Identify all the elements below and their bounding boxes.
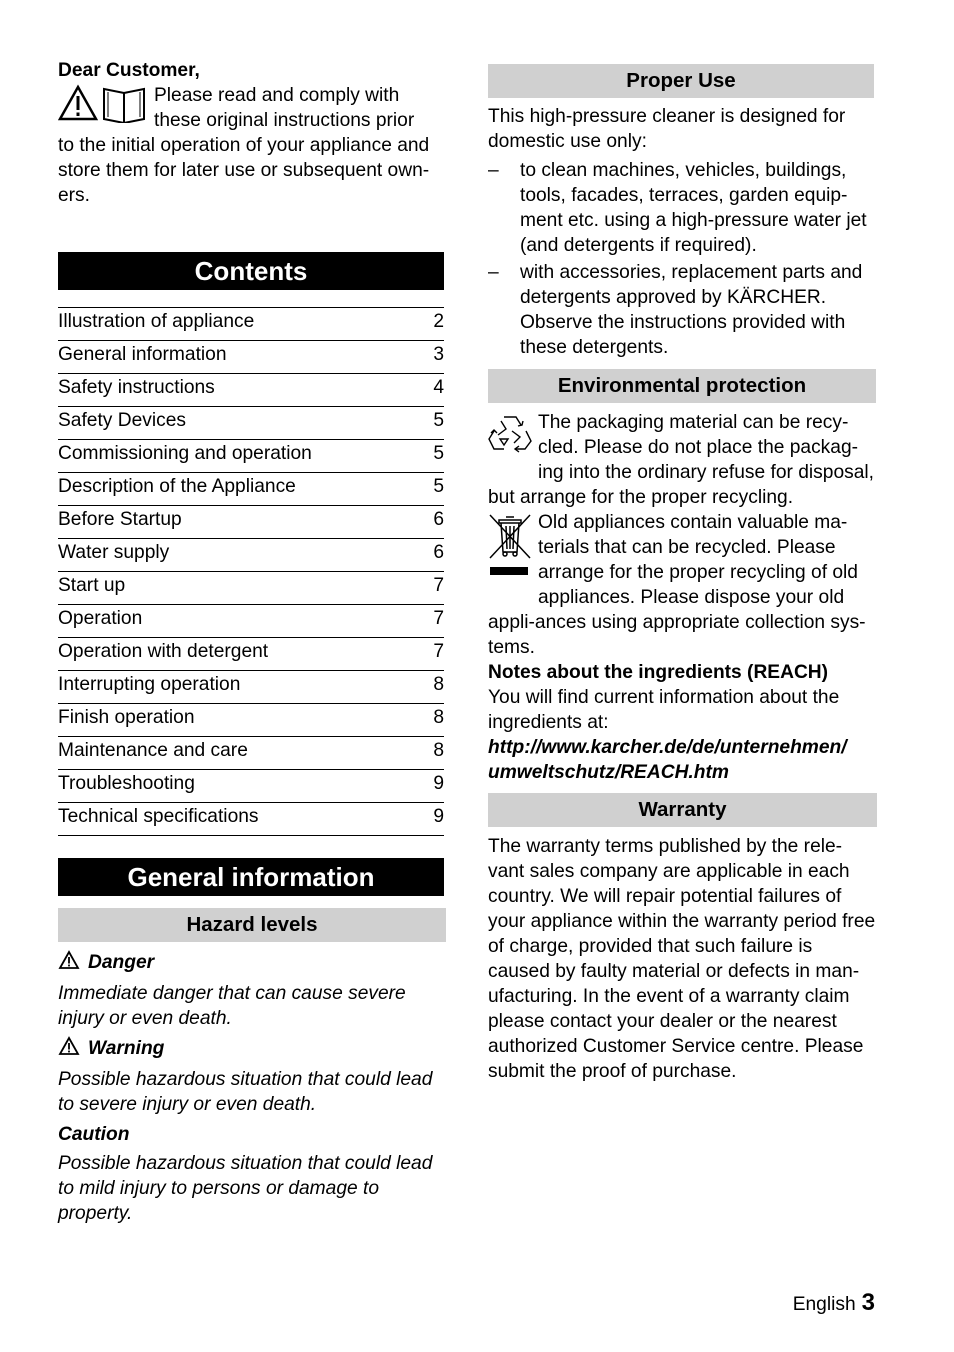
- footer-language: English: [792, 1294, 856, 1315]
- intro-line-1: Please read and comply with: [154, 85, 400, 106]
- warning-text: Possible hazardous situation that could lead to severe injury or even death.: [58, 1069, 433, 1115]
- old-appliances-text: Old appliances contain valuable ma-terials that can be recycled. Please arrange for the proper recycling of old appliances. Please dispose your old appli-ances using appropriate collection sys-tems.: [488, 512, 866, 658]
- toc-page-number: 5: [433, 443, 444, 464]
- toc-row[interactable]: [58, 440, 444, 473]
- toc-page-number: 8: [433, 740, 444, 761]
- toc-page-number: 6: [433, 542, 444, 563]
- toc-page-number: 8: [433, 707, 444, 728]
- toc-row[interactable]: [58, 770, 444, 803]
- packaging-text: The packaging material can be recy-cled. Please do not place the packag-ing into the ordinary refuse for disposal, but arrange for the proper recycling.: [488, 412, 874, 508]
- page-number: 3: [861, 1289, 875, 1316]
- intro-text: to the initial operation of your appliance and store them for later use or subsequent own-ers.: [58, 135, 430, 206]
- toc-page-number: 5: [433, 410, 444, 431]
- old-appliances-block: [488, 510, 876, 660]
- toc-page-number: 7: [433, 575, 444, 596]
- danger-text: Immediate danger that can cause severe injury or even death.: [58, 983, 406, 1029]
- toc-label: Technical specifications: [58, 806, 259, 827]
- table-of-contents: [58, 307, 446, 836]
- intro-line-2: these original instructions prior: [154, 110, 415, 131]
- proper-use-intro: This high-pressure cleaner is designed for domestic use only:: [488, 106, 846, 152]
- general-information-heading: General information: [58, 858, 444, 896]
- reach-text: You will find current information about the ingredients at:: [488, 687, 840, 733]
- intro-block: [58, 83, 446, 133]
- toc-row[interactable]: [58, 341, 444, 374]
- reach-link[interactable]: http://www.karcher.de/de/unternehmen/: [488, 737, 847, 758]
- toc-label: Start up: [58, 575, 126, 596]
- toc-row[interactable]: [58, 671, 444, 704]
- toc-row[interactable]: [58, 737, 444, 770]
- left-column: [58, 58, 446, 1226]
- toc-row[interactable]: [58, 572, 444, 605]
- hazard-levels-heading: Hazard levels: [58, 908, 446, 942]
- contents-heading: Contents: [58, 252, 444, 290]
- toc-label: Interrupting operation: [58, 674, 241, 695]
- dash-marker: –: [488, 160, 499, 181]
- warranty-text: The warranty terms published by the rele-vant sales company are applicable in each country. We will repair potential failures of your appliance within the warranty period free of charge, provided that such failure is caused by faulty material or defects in man-ufacturing. In the event of a warranty claim please contact your dealer or the nearest authorized Customer Service centre. Please submit the proof of purchase.: [488, 836, 876, 1082]
- page-footer: [793, 1290, 875, 1317]
- toc-label: Maintenance and care: [58, 740, 248, 761]
- reach-link-continued[interactable]: umweltschutz/REACH.htm: [488, 762, 729, 783]
- warning-triangle-icon: [58, 1036, 80, 1063]
- toc-label: Safety instructions: [58, 377, 215, 398]
- toc-row[interactable]: [58, 407, 444, 440]
- toc-label: Illustration of appliance: [58, 311, 255, 332]
- salutation: Dear Customer,: [58, 60, 200, 81]
- toc-label: Troubleshooting: [58, 773, 195, 794]
- danger-label: [58, 950, 446, 977]
- toc-row[interactable]: [58, 605, 444, 638]
- toc-label: Finish operation: [58, 707, 195, 728]
- toc-page-number: 6: [433, 509, 444, 530]
- recycling-icon: [488, 413, 532, 462]
- danger-triangle-icon: [58, 950, 80, 977]
- toc-row[interactable]: [58, 638, 444, 671]
- list-item-text: with accessories, replacement parts and detergents approved by KÄRCHER. Observe the instructions provided with these detergents.: [520, 262, 863, 358]
- toc-row[interactable]: [58, 473, 444, 506]
- toc-label: Water supply: [58, 542, 170, 563]
- right-column: [488, 64, 876, 1084]
- toc-label: General information: [58, 344, 227, 365]
- reach-title: Notes about the ingredients (REACH): [488, 662, 829, 683]
- toc-page-number: 8: [433, 674, 444, 695]
- toc-label: Before Startup: [58, 509, 182, 530]
- toc-page-number: 7: [433, 608, 444, 629]
- list-item-text: to clean machines, vehicles, buildings, tools, facades, terraces, garden equip-ment etc. using a high-pressure water jet (and detergents if required).: [520, 160, 867, 256]
- list-item: [488, 260, 876, 360]
- toc-page-number: 5: [433, 476, 444, 497]
- warning-manual-icon: [58, 83, 154, 133]
- proper-use-heading: Proper Use: [488, 64, 874, 98]
- toc-label: Commissioning and operation: [58, 443, 312, 464]
- warning-label: [58, 1036, 446, 1063]
- warranty-heading: Warranty: [488, 793, 877, 827]
- toc-row[interactable]: [58, 307, 444, 341]
- toc-page-number: 9: [433, 773, 444, 794]
- toc-row[interactable]: [58, 803, 444, 836]
- dash-marker: –: [488, 262, 499, 283]
- caution-label: Caution: [58, 1124, 130, 1145]
- environmental-protection-heading: Environmental protection: [488, 369, 876, 403]
- toc-page-number: 4: [433, 377, 444, 398]
- caution-text: Possible hazardous situation that could lead to mild injury to persons or damage to property.: [58, 1153, 433, 1224]
- toc-label: Operation with detergent: [58, 641, 269, 662]
- toc-page-number: 9: [433, 806, 444, 827]
- warning-label-text: Warning: [88, 1038, 165, 1059]
- toc-row[interactable]: [58, 374, 444, 407]
- toc-label: Operation: [58, 608, 143, 629]
- toc-label: Safety Devices: [58, 410, 186, 431]
- toc-label: Description of the Appliance: [58, 476, 296, 497]
- list-item: [488, 158, 876, 258]
- toc-page-number: 3: [433, 344, 444, 365]
- danger-label-text: Danger: [88, 952, 155, 973]
- toc-row[interactable]: [58, 704, 444, 737]
- crossed-bin-icon: [488, 512, 532, 589]
- packaging-block: [488, 410, 876, 510]
- toc-row[interactable]: [58, 506, 444, 539]
- toc-page-number: 2: [433, 311, 444, 332]
- toc-row[interactable]: [58, 539, 444, 572]
- toc-page-number: 7: [433, 641, 444, 662]
